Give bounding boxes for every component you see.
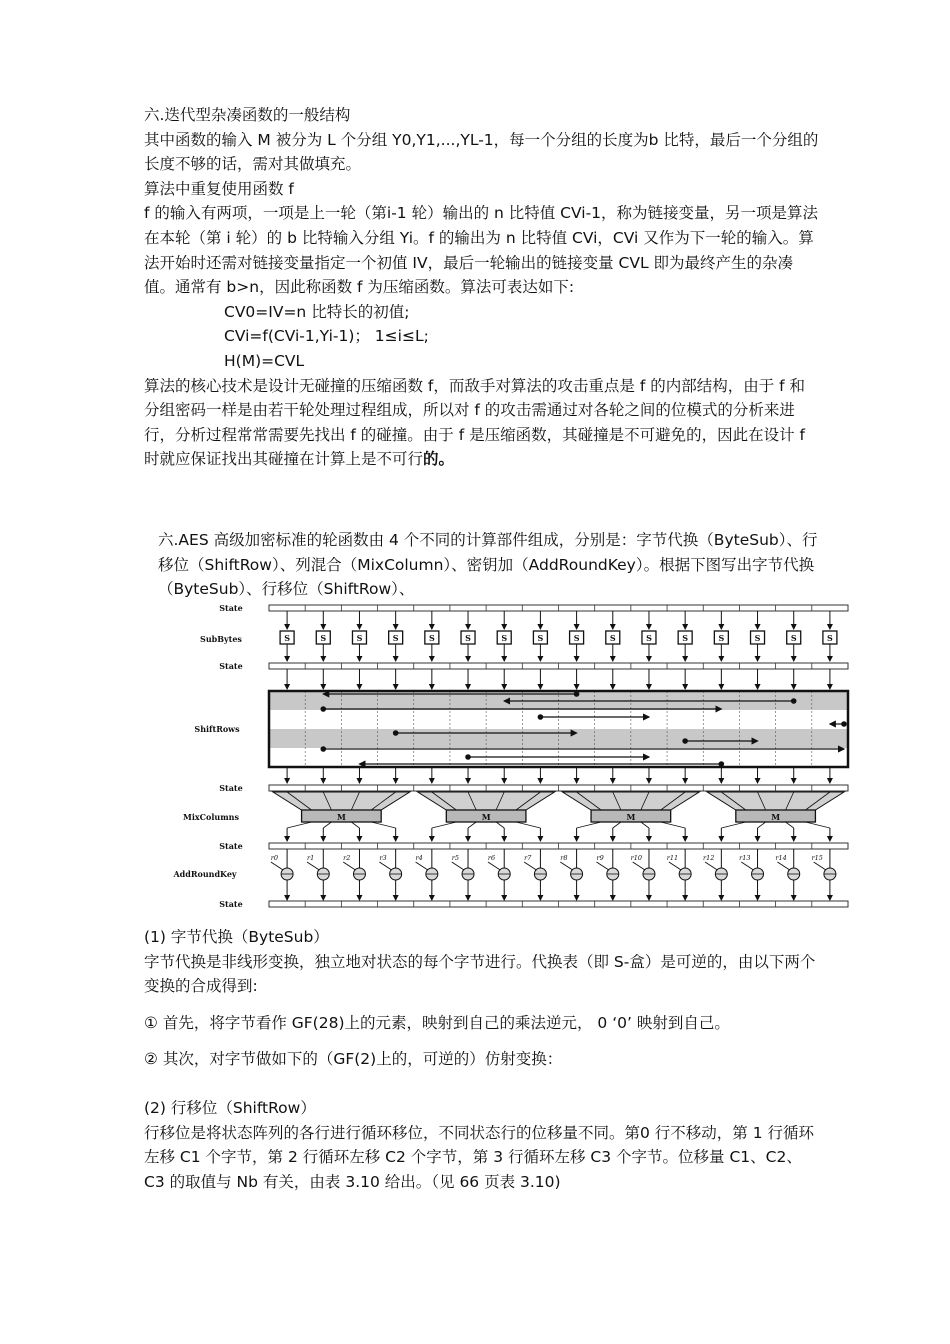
mixcolumn-output-line [641, 822, 649, 828]
sbox-label: S [537, 633, 544, 643]
mixcolumn-output-line [577, 822, 601, 828]
round-key-label: r13 [739, 854, 751, 862]
section-bytesub-shiftrow [144, 925, 820, 1194]
state-label: State [219, 841, 243, 851]
mixcolumn-output-line [786, 822, 794, 828]
mixcolumn-label: M [481, 812, 491, 822]
sbox-label: S [646, 633, 652, 643]
mixcolumn-output-line [661, 822, 685, 828]
list-item: ① 首先，将字节看作 GF(28)上的元素，映射到自己的乘法逆元， 0 ‘0’ 映射到自己。 [144, 1013, 730, 1032]
mixcolumn-output-line [496, 822, 504, 828]
mixcolumn-output-line [805, 822, 829, 828]
paragraph: 算法中重复使用函数 f [144, 179, 294, 198]
round-key-line [741, 862, 753, 870]
formula-line: CVi=f(CVi-1,Yi-1)； 1≤i≤L; [224, 327, 429, 346]
mixcolumn-label: M [336, 812, 346, 822]
round-key-label: r12 [702, 854, 715, 862]
sbox-label: S [465, 633, 471, 643]
round-key-label: r10 [630, 854, 642, 862]
mixcolumns-label: MixColumns [182, 812, 240, 822]
round-key-label: r4 [415, 854, 423, 862]
formula-line: CV0=IV=n 比特长的初值; [224, 302, 410, 321]
round-key-label: r1 [306, 854, 315, 862]
state-label: State [219, 899, 243, 909]
aes-round-diagram [144, 602, 850, 914]
round-key-label: r8 [560, 854, 568, 862]
subbytes-label: SubBytes [200, 634, 242, 644]
sbox-label: S [428, 633, 435, 643]
paragraph [144, 374, 820, 472]
sbox-label: S [790, 633, 797, 643]
paragraph: 字节代换是非线形变换，独立地对状态的每个字节进行。代换表（即 S-盒）是可逆的，由以下两个变换的合成得到: [144, 952, 816, 996]
round-key-line [271, 862, 283, 870]
section-heading: 六.迭代型杂凑函数的一般结构 [144, 106, 351, 124]
state-label: State [219, 783, 243, 793]
sbox-label: S [682, 633, 689, 643]
mixcolumn-output-line [351, 822, 359, 828]
round-key-line [416, 862, 428, 870]
mixcolumn-funnel [418, 792, 555, 810]
mixcolumn-output-line [432, 822, 456, 828]
round-key-line [488, 862, 500, 870]
round-key-line [524, 862, 536, 870]
bold-text: 的。 [423, 450, 455, 469]
round-key-label: r0 [270, 854, 279, 862]
round-key-line [596, 862, 608, 870]
spacer [144, 1035, 820, 1047]
mixcolumn-output-line [516, 822, 540, 828]
round-key-label: r2 [343, 854, 351, 862]
round-key-label: r6 [487, 854, 496, 862]
aes-round-svg [144, 602, 850, 914]
sbox-label: S [320, 633, 327, 643]
sbox-label: S [609, 633, 616, 643]
mixcolumn-output-line [613, 822, 621, 828]
state-label: State [219, 603, 243, 613]
sbox-label: S [501, 633, 508, 643]
sbox-label: S [356, 633, 363, 643]
mixcolumn-funnel [707, 792, 844, 810]
section-aes-round [144, 528, 820, 602]
round-key-line [669, 862, 681, 870]
round-key-line [343, 862, 355, 870]
round-key-line [814, 862, 826, 870]
sbox-label: S [392, 633, 399, 643]
round-key-line [633, 862, 645, 870]
round-key-label: r5 [451, 854, 459, 862]
subsection-heading: (2) 行移位（ShiftRow） [144, 1098, 316, 1117]
round-key-line [560, 862, 572, 870]
paragraph-text: 算法的核心技术是设计无碰撞的压缩函数 f，而敌手对算法的攻击重点是 f 的内部结构，由于 f 和分组密码一样是由若干轮处理过程组成，所以对 f 的攻击需通过对各轮之间的位模式的分析来进行，分析过程常常需要先找出 f 的碰撞。由于 f 是压缩函数，其碰撞是不可避免的，因此在设计 f 时就应保证找出其碰撞在计算上是不可行 [144, 376, 806, 469]
paragraph: 六.AES 高级加密标准的轮函数由 4 个不同的计算部件组成，分别是：字节代换（ByteSub）、行移位（ShiftRow）、列混合（MixColumn）、密钥加（AddRoundKey）。根据下图写出字节代换（ByteSub）、行移位（ShiftRow）、 [158, 531, 818, 599]
formula-line: H(M)=CVL [224, 351, 305, 370]
addroundkey-label: AddRoundKey [173, 869, 237, 879]
shiftrows-label: ShiftRows [194, 724, 240, 734]
mixcolumn-output-line [758, 822, 766, 828]
round-key-line [705, 862, 717, 870]
mixcolumn-label: M [626, 812, 636, 822]
list-item: ② 其次，对字节做如下的（GF(2)上的，可逆的）仿射变换： [144, 1050, 563, 1069]
round-key-label: r7 [524, 854, 532, 862]
sbox-label: S [284, 633, 290, 643]
sbox-label: S [573, 633, 580, 643]
sbox-label: S [827, 633, 833, 643]
mixcolumn-output-line [323, 822, 331, 828]
paragraph: 其中函数的输入 M 被分为 L 个分组 Y0,Y1,...,YL-1，每一个分组的长度为b 比特，最后一个分组的长度不够的话，需对其做填充。 [144, 130, 819, 174]
paragraph: 行移位是将状态阵列的各行进行循环移位，不同状态行的位移量不同。第0 行不移动，第 1 行循环左移 C1 个字节，第 2 行循环左移 C2 个字节，第 3 行循环左移 C3 个字节。位移量 C1、C2、C3 的取值与 Nb 有关，由表 3.10 给出。（见 66 页表 3.10) [144, 1123, 815, 1191]
round-key-label: r3 [379, 854, 387, 862]
spacer [144, 1072, 820, 1096]
round-key-label: r14 [775, 854, 787, 862]
mixcolumn-output-line [371, 822, 395, 828]
sbox-label: S [718, 633, 725, 643]
sbox-label: S [754, 633, 761, 643]
round-key-line [307, 862, 319, 870]
paragraph: f 的输入有两项，一项是上一轮（第i-1 轮）输出的 n 比特值 CVi-1，称为链接变量，另一项是算法在本轮（第 i 轮）的 b 比特输入分组 Yi。f 的输出为 n 比特值 CVi，CVi 又作为下一轮的输入。算法开始时还需对链接变量指定一个初值 IV，最后一轮输出的链接变量 CVL 即为最终产生的杂凑值。通常有 b>n，因此称函数 f 为压缩函数。算法可表达如下: [144, 204, 819, 297]
mixcolumn-funnel [273, 792, 410, 810]
mixcolumn-output-line [468, 822, 476, 828]
round-key-label: r9 [596, 854, 604, 862]
round-key-line [452, 862, 464, 870]
mixcolumn-output-line [721, 822, 745, 828]
round-key-line [777, 862, 789, 870]
mixcolumn-funnel [563, 792, 700, 810]
spacer [144, 999, 820, 1011]
section-hash-structure [144, 103, 820, 472]
state-label: State [219, 661, 243, 671]
round-key-line [379, 862, 391, 870]
subsection-heading: (1) 字节代换（ByteSub） [144, 928, 329, 946]
mixcolumn-label: M [771, 812, 781, 822]
round-key-label: r11 [666, 854, 679, 862]
mixcolumn-output-line [287, 822, 311, 828]
round-key-label: r15 [811, 854, 823, 862]
